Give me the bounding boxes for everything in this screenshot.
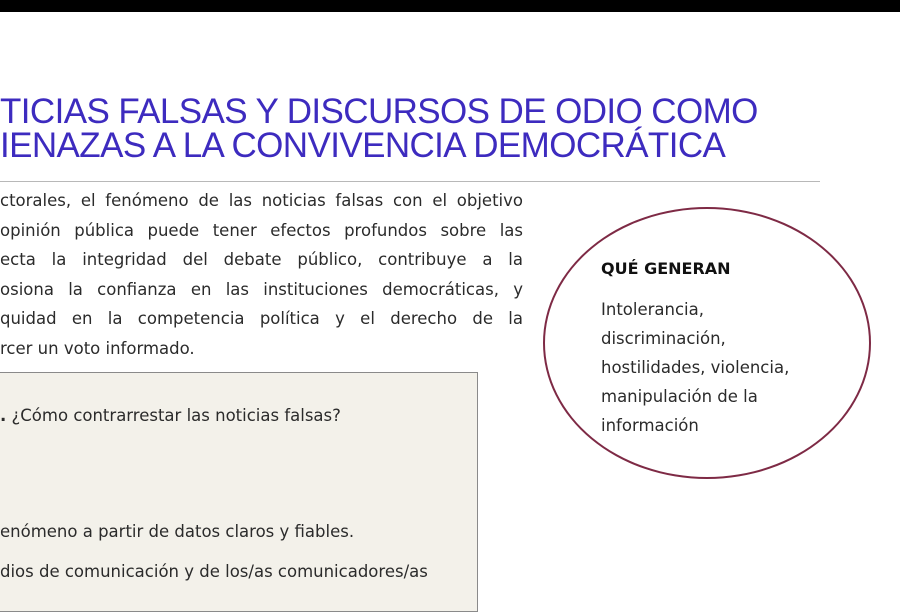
- slide-title-line-1: TICIAS FALSAS Y DISCURSOS DE ODIO COMO: [0, 92, 758, 131]
- top-black-bar: [0, 0, 900, 12]
- box-question-number: .: [0, 406, 7, 425]
- body-line: ctorales, el fenómeno de las noticias falsas con el objetivo: [0, 191, 523, 210]
- oval-heading: QUÉ GENERAN: [601, 259, 731, 278]
- oval-list-line: Intolerancia,: [601, 300, 704, 319]
- box-item: dios de comunicación y de los/as comunicadores/as: [0, 562, 428, 581]
- oval-list-line: discriminación,: [601, 329, 726, 348]
- oval-list: [601, 295, 789, 440]
- body-paragraph: [0, 186, 523, 363]
- box-item: enómeno a partir de datos claros y fiables.: [0, 522, 355, 541]
- box-question-text: ¿Cómo contrarrestar las noticias falsas?: [6, 406, 341, 425]
- body-line: osiona la confianza en las instituciones democráticas, y: [0, 279, 523, 299]
- title-divider: [0, 181, 820, 182]
- slide-title: [0, 92, 820, 165]
- body-line: quidad en la competencia política y el derecho de la: [0, 309, 523, 328]
- body-line: rcer un voto informado.: [0, 338, 195, 358]
- slide-title-line-2: IENAZAS A LA CONVIVENCIA DEMOCRÁTICA: [0, 126, 726, 165]
- box-question: [0, 406, 341, 425]
- oval-list-line: información: [601, 416, 699, 435]
- oval-list-line: manipulación de la: [601, 387, 758, 406]
- body-line: opinión pública puede tener efectos profundos sobre las: [0, 220, 523, 240]
- body-line: ecta la integridad del debate público, contribuye a la: [0, 250, 523, 269]
- oval-list-line: hostilidades, violencia,: [601, 358, 790, 377]
